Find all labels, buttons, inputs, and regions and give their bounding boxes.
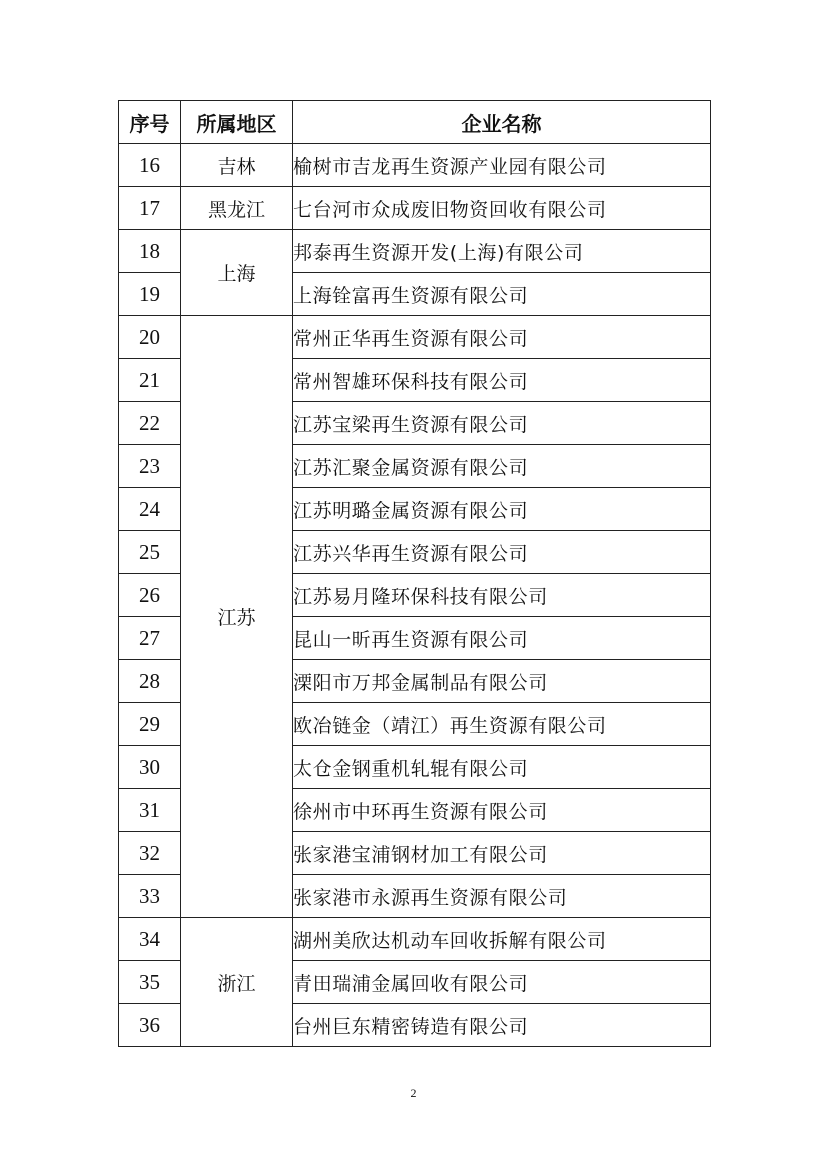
cell-name: 徐州市中环再生资源有限公司 (293, 789, 711, 832)
cell-seq: 26 (119, 574, 181, 617)
table-row (119, 144, 711, 187)
cell-name: 江苏汇聚金属资源有限公司 (293, 445, 711, 488)
cell-seq: 18 (119, 230, 181, 273)
cell-region: 上海 (181, 230, 293, 316)
cell-name: 昆山一昕再生资源有限公司 (293, 617, 711, 660)
cell-name: 七台河市众成废旧物资回收有限公司 (293, 187, 711, 230)
cell-name: 台州巨东精密铸造有限公司 (293, 1004, 711, 1047)
cell-name: 湖州美欣达机动车回收拆解有限公司 (293, 918, 711, 961)
cell-seq: 32 (119, 832, 181, 875)
cell-name: 张家港宝浦钢材加工有限公司 (293, 832, 711, 875)
cell-name: 江苏兴华再生资源有限公司 (293, 531, 711, 574)
cell-seq: 23 (119, 445, 181, 488)
header-name: 企业名称 (293, 101, 711, 144)
cell-seq: 36 (119, 1004, 181, 1047)
cell-region: 吉林 (181, 144, 293, 187)
cell-name: 青田瑞浦金属回收有限公司 (293, 961, 711, 1004)
cell-seq: 20 (119, 316, 181, 359)
cell-name: 张家港市永源再生资源有限公司 (293, 875, 711, 918)
cell-region: 江苏 (181, 316, 293, 918)
table-row (119, 230, 711, 273)
cell-seq: 27 (119, 617, 181, 660)
cell-seq: 34 (119, 918, 181, 961)
header-seq: 序号 (119, 101, 181, 144)
cell-name: 江苏明璐金属资源有限公司 (293, 488, 711, 531)
cell-name: 溧阳市万邦金属制品有限公司 (293, 660, 711, 703)
cell-seq: 31 (119, 789, 181, 832)
cell-name: 江苏宝梁再生资源有限公司 (293, 402, 711, 445)
cell-seq: 25 (119, 531, 181, 574)
cell-name: 欧冶链金（靖江）再生资源有限公司 (293, 703, 711, 746)
page-number: 2 (410, 1086, 417, 1100)
cell-name: 江苏易月隆环保科技有限公司 (293, 574, 711, 617)
cell-name: 邦泰再生资源开发(上海)有限公司 (293, 230, 711, 273)
cell-seq: 24 (119, 488, 181, 531)
cell-name: 榆树市吉龙再生资源产业园有限公司 (293, 144, 711, 187)
enterprise-table (118, 100, 711, 1047)
header-region: 所属地区 (181, 101, 293, 144)
cell-name: 常州正华再生资源有限公司 (293, 316, 711, 359)
table-row (119, 187, 711, 230)
cell-name: 常州智雄环保科技有限公司 (293, 359, 711, 402)
cell-region: 浙江 (181, 918, 293, 1047)
cell-seq: 35 (119, 961, 181, 1004)
cell-region: 黑龙江 (181, 187, 293, 230)
cell-seq: 21 (119, 359, 181, 402)
cell-seq: 22 (119, 402, 181, 445)
cell-seq: 28 (119, 660, 181, 703)
cell-seq: 33 (119, 875, 181, 918)
cell-name: 太仓金钢重机轧辊有限公司 (293, 746, 711, 789)
cell-seq: 29 (119, 703, 181, 746)
cell-seq: 16 (119, 144, 181, 187)
table-header-row (119, 101, 711, 144)
cell-seq: 19 (119, 273, 181, 316)
cell-name: 上海铨富再生资源有限公司 (293, 273, 711, 316)
cell-seq: 30 (119, 746, 181, 789)
cell-seq: 17 (119, 187, 181, 230)
table-row (119, 316, 711, 359)
table-row (119, 918, 711, 961)
